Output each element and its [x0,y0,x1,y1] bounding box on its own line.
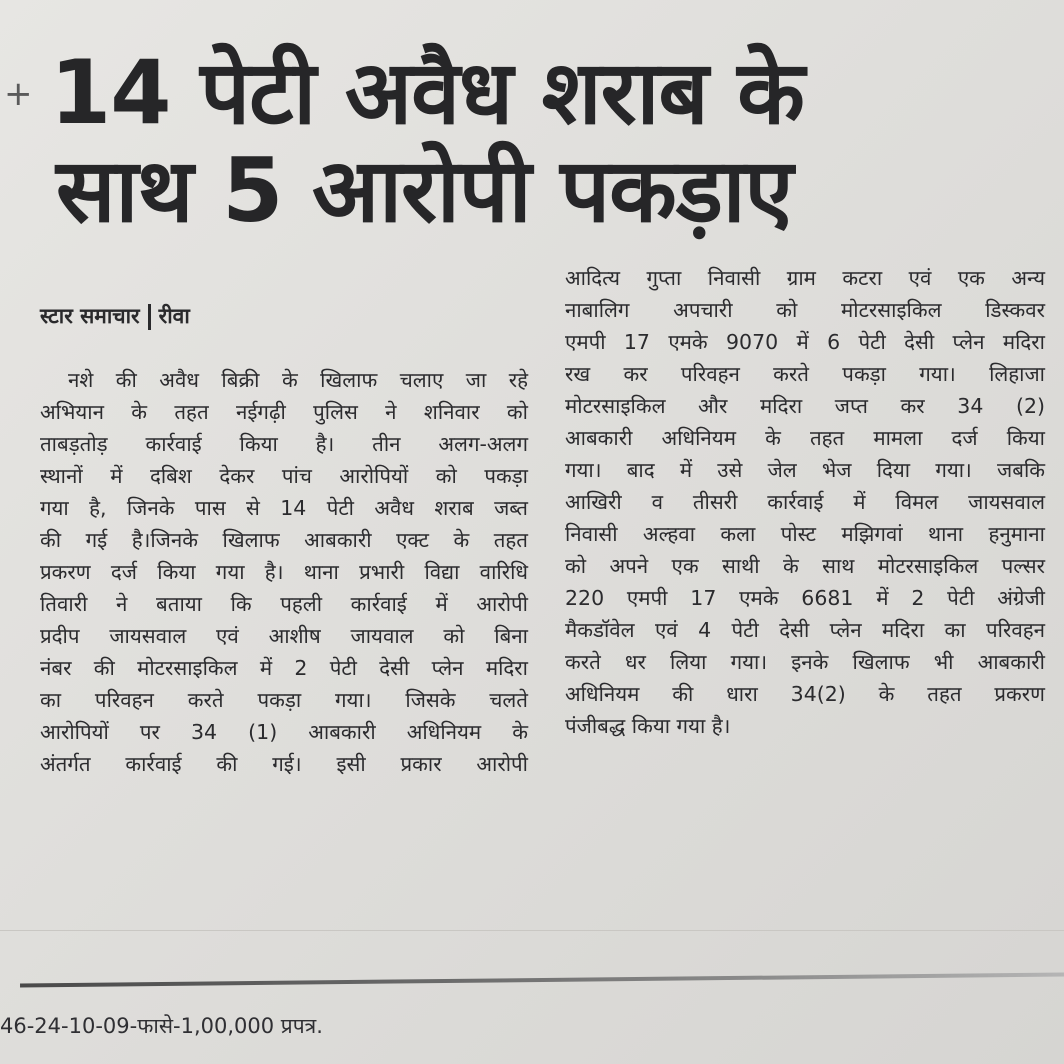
paper-fold-line [0,930,1064,931]
article-dateline [40,302,190,330]
column-line: ताबड़तोड़ कार्रवाई किया है। तीन अलग-अलग [40,432,528,456]
article-headline [50,41,1050,242]
column-line: गया। बाद में उसे जेल भेज दिया गया। जबकि [565,458,1045,482]
column-line: आदित्य गुप्ता निवासी ग्राम कटरा एवं एक अन्य [565,266,1045,290]
column-line: प्रदीप जायसवाल एवं आशीष जायवाल को बिना [40,624,528,648]
column-line: प्रकरण दर्ज किया गया है। थाना प्रभारी विद्या वारिधि [40,560,528,584]
column-line: अंतर्गत कार्रवाई की गई। इसी प्रकार आरोपी [40,752,528,776]
column-line: का परिवहन करते पकड़ा गया। जिसके चलते [40,688,528,712]
column-line: गया है, जिनके पास से 14 पेटी अवैध शराब जब्त [40,496,528,520]
column-line: मोटरसाइकिल और मदिरा जप्त कर 34 (2) [565,394,1045,418]
headline-line-1: 14 पेटी अवैध शराब के [50,41,804,144]
column-line: रख कर परिवहन करते पकड़ा गया। लिहाजा [565,362,1045,386]
column-line: स्थानों में दबिश देकर पांच आरोपियों को पकड़ा [40,464,528,488]
column-line: एमपी 17 एमके 9070 में 6 पेटी देसी प्लेन मदिरा [565,330,1045,354]
dateline-source: स्टार समाचार [40,304,140,328]
headline-line-2: साथ 5 आरोपी पकड़ाए [56,139,793,242]
column-line: अधिनियम की धारा 34(2) के तहत प्रकरण [565,682,1045,706]
article-column-1 [40,364,528,780]
column-line: आखिरी व तीसरी कार्रवाई में विमल जायसवाल [565,490,1045,514]
dateline-city: रीवा [158,304,190,328]
plus-mark-icon: + [4,74,33,114]
article-column-2 [565,262,1045,742]
column-line: नंबर की मोटरसाइकिल में 2 पेटी देसी प्लेन मदिरा [40,656,528,680]
column-line: मैकडॉवेल एवं 4 पेटी देसी प्लेन मदिरा का परिवहन [565,618,1045,642]
dateline-separator [148,304,151,330]
column-line: आरोपियों पर 34 (1) आबकारी अधिनियम के [40,720,528,744]
column-line: को अपने एक साथी के साथ मोटरसाइकिल पल्सर [565,554,1045,578]
column-line: अभियान के तहत नईगढ़ी पुलिस ने शनिवार को [40,400,528,424]
column-line: नाबालिग अपचारी को मोटरसाइकिल डिस्कवर [565,298,1045,322]
column-line: पंजीबद्ध किया गया है। [565,714,731,738]
column-line: की गई है।जिनके खिलाफ आबकारी एक्ट के तहत [40,528,528,552]
column-line: तिवारी ने बताया कि पहली कार्रवाई में आरोपी [40,592,528,616]
column-line: निवासी अल्हवा कला पोस्ट मझिगवां थाना हनुमाना [565,522,1045,546]
print-imprint-footer: 46-24-10-09-फासे-1,00,000 प्रपत्र. [0,1014,323,1038]
column-line: 220 एमपी 17 एमके 6681 में 2 पेटी अंग्रेजी [565,586,1045,610]
column-line: आबकारी अधिनियम के तहत मामला दर्ज किया [565,426,1045,450]
column-line: नशे की अवैध बिक्री के खिलाफ चलाए जा रहे [68,368,528,392]
column-line: करते धर लिया गया। इनके खिलाफ भी आबकारी [565,650,1045,674]
